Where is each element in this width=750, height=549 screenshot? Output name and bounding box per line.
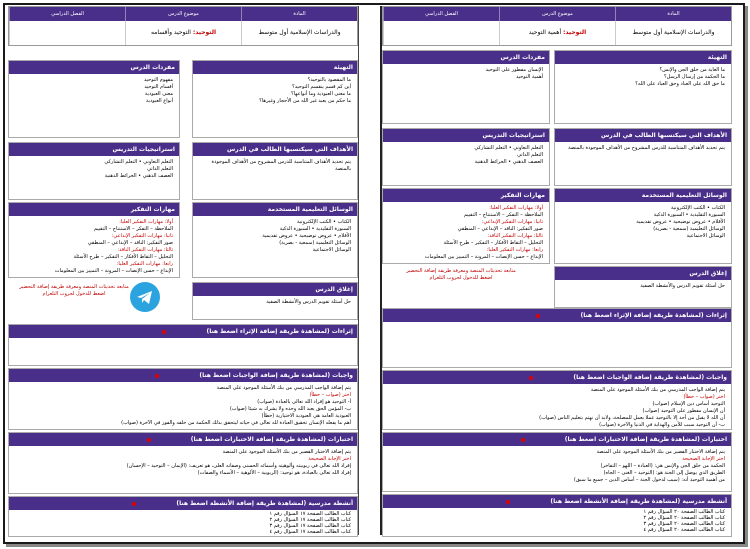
- anshita-title[interactable]: أنشطة مدرسية (لمشاهدة طريقة إضافة الأنشطة اضغط هنا): [176, 500, 353, 507]
- tafkeer-heading-2: ثانيا: مهارات التفكير الإبداعي:: [111, 233, 173, 239]
- wajibat-intro: يتم إضافة الواجب المدرسي من بنك الأسئلة الموجود على المنصة: [590, 387, 725, 393]
- tafkeer-line-4: الإبداع – حسن الإنصات – المرونة – التمييز بين المعلومات: [54, 268, 173, 274]
- header-semester-value: [383, 21, 499, 45]
- section-anshita: [8, 496, 358, 537]
- record-dot-icon: [147, 438, 151, 442]
- wajibat-item: ب- المؤمن الحق يعبد الله وحده ولا يشرك به شيئا (صواب): [229, 406, 351, 412]
- record-dot-icon: [521, 438, 525, 442]
- topic-title: أهمية التوحيد: [528, 29, 562, 36]
- tafkeer-line-3: التحليل – التقاط الأفكار – التفكير – طرح الأسئلة: [443, 240, 543, 246]
- wajibat-question-label: اختر (صواب – خطأ): [683, 394, 725, 400]
- section-title-link[interactable]: [383, 495, 731, 508]
- section-title-link[interactable]: [383, 433, 731, 446]
- section-title: الأهداف التي سيكتسبها الطالب في الدرس: [555, 129, 731, 142]
- section-title: مفردات الدرس: [383, 51, 549, 64]
- wajibat-item: التوحيد أساس دين الإسلام (صواب): [652, 401, 725, 407]
- tafkeer-line-4: الإبداع – حسن الإنصات – المرونة – التمييز بين المعلومات: [424, 254, 543, 260]
- section-title: استراتيجيات التدريس: [9, 143, 179, 156]
- ikhtibarat-item: الطريق الذي يوصل إلى الجنة هو: (التوحيد – الغنى – الجاه): [603, 470, 725, 476]
- section-ikhtibarat: [8, 432, 358, 494]
- record-dot-icon: [162, 330, 166, 334]
- wajibat-item: أن الإنسان مفطور على التوحيد (صواب): [642, 408, 725, 414]
- section-ighlaq: [192, 282, 358, 320]
- tafkeer-line-1: الملاحظة – التفكر – الاستنتاج – التقييم: [93, 226, 173, 232]
- wajibat-title[interactable]: واجبات (لمشاهدة طريقة إضافة الواجبات اضغط هنا): [573, 374, 727, 381]
- section-body: [9, 382, 357, 430]
- wajibat-item: ب- أن التوحيد سبب للأمن والهداية في الدنيا والآخرة (صواب): [599, 422, 725, 428]
- section-body: [9, 446, 357, 480]
- section-body: الكتاب • الكتب الإلكترونية السبورة التقليدية • السبورة الذكية الأقلام • عروض توضيحية • عروض تقديمية الوسائل التعليمية (سمعية - بصرية) الوسائل الاجتماعية: [636, 205, 725, 239]
- wajibat-item: أهم ما يفعله الإنسان تحقيق العبادة لله تعالى في حياته ليتحقق بذلك الحكمة من خلقه والفوز في الآخرة (صواب): [121, 420, 351, 426]
- section-tafkeer: [382, 188, 550, 264]
- tafkeer-line-2: صور التفكير: الناقد – الإبداعي – المنطقي: [457, 226, 543, 232]
- header-semester-value: [9, 21, 125, 45]
- ikhtibarat-title[interactable]: اختبارات (لمشاهدة طريقة إضافة الاختبارات اضغط هنا): [190, 436, 353, 443]
- wajibat-item: أن الله لا يقبل من أحد إلا بالتوحيد عملا يعمل للمصلحة، ولابد أن نهتم بتعليم الناس (صواب): [539, 415, 725, 421]
- record-dot-icon: [132, 502, 136, 506]
- wajibat-item: أ- التوحيد هو إفراد الله تعالى بالعبادة (صواب): [257, 399, 351, 405]
- topic-prefix: التوحيد:: [192, 29, 217, 36]
- section-body: [9, 338, 357, 344]
- header-subject-value: والدراسات الإسلامية أول متوسط: [241, 21, 357, 45]
- tafkeer-line-1: الملاحظة – التفكر – الاستنتاج – التقييم: [463, 212, 543, 218]
- section-title: مفردات الدرس: [9, 61, 179, 74]
- section-body: [383, 322, 731, 328]
- section-ithraat: [8, 324, 358, 366]
- tafkeer-heading-4: رابعا: مهارات التفكير العليا:: [116, 261, 173, 267]
- section-title: إغلاق الدرس: [193, 283, 357, 296]
- section-title: الوسائل التعليمية المستخدمة: [193, 203, 357, 216]
- header-topic-label: موضوع الدرس: [499, 7, 615, 21]
- ikhtibarat-question-label: اختر الإجابة الصحيحة: [308, 456, 351, 462]
- tafkeer-heading-1: أولا: مهارات التفكير العليا:: [119, 219, 173, 225]
- section-title: الوسائل التعليمية المستخدمة: [555, 189, 731, 202]
- tafkeer-heading-3: ثالثا: مهارات التفكير الناقد:: [117, 247, 173, 253]
- section-title-link[interactable]: [9, 325, 357, 338]
- header-subject-label: المادة: [241, 7, 357, 21]
- section-body: يتم تحديد الأهداف المتناسبة للدرس المشروح من الأهداف الموجودة بالمنصة: [568, 145, 725, 151]
- section-title-link[interactable]: [9, 497, 357, 510]
- section-body: كتاب الطالب الصفحة ٢٠ السؤال رقم ١ كتاب الطالب الصفحة ٢٠ السؤال رقم ٢ كتاب الطالب الصفحة ٢٠ السؤال رقم ٣ كتاب الطالب الصفحة ٢٠ السؤال رقم ٤: [643, 509, 725, 533]
- record-dot-icon: [155, 374, 159, 378]
- tafkeer-heading-1: أولا: مهارات التفكير العليا:: [489, 205, 543, 211]
- section-title: التهيئة: [193, 61, 357, 74]
- wajibat-item: العبودية العامة هي العبودية الاختيارية (خطأ): [261, 413, 351, 419]
- section-anshita: [382, 494, 732, 537]
- tafkeer-heading-3: ثالثا: مهارات التفكير الناقد:: [487, 233, 543, 239]
- lesson-header: [382, 6, 732, 46]
- section-body: مفهوم التوحيد أقسام التوحيد معنى العبودية أنواع العبودية: [143, 77, 173, 104]
- ikhtibarat-question-label: اختر الإجابة الصحيحة: [682, 456, 725, 462]
- topic-title: التوحيد وأقسامه: [150, 29, 191, 36]
- section-body: ما المقصود بالتوحيد؟ أين كم قسم ينقسم التوحيد؟ ما معنى العبودية وما أنواعها؟ ما حكم من يعبد غير الله من الأحجار وغيرها؟: [259, 77, 351, 104]
- section-body: ما الغاية من خلق الجن والإنس؟ ما الحكمة من إرسال الرسل؟ ما حق الله على العباد وحق العباد على الله؟: [635, 67, 725, 87]
- section-wasail: [554, 188, 732, 264]
- ikhtibarat-item: إفراد الله تعالى في ربوبيته وألوهيته وأسمائه الحسنى وصفاته العلى، هو تعريف: (الإيمان – التوحيد – الإحسان): [126, 463, 351, 469]
- ikhtibarat-title[interactable]: اختبارات (لمشاهدة طريقة إضافة الاختبارات اضغط هنا): [564, 436, 727, 443]
- section-title: إغلاق الدرس: [555, 267, 731, 280]
- section-title: استراتيجيات التدريس: [383, 129, 549, 142]
- section-title-link[interactable]: [383, 371, 731, 384]
- tafkeer-heading-2: ثانيا: مهارات التفكير الإبداعي:: [481, 219, 543, 225]
- ikhtibarat-intro: يتم إضافة الاختبار القصير من بنك الأسئلة الموجود على المنصة: [222, 449, 351, 455]
- section-title-link[interactable]: [9, 433, 357, 446]
- section-istrat: [8, 142, 180, 200]
- section-body: الإنسان مفطور على التوحيد أهمية التوحيد: [485, 67, 543, 80]
- section-title: التهيئة: [555, 51, 731, 64]
- telegram-promo-text[interactable]: متابعة تحديثات المنصة ومعرفة طريقة إضافة التحضير اضغط للدخول لجروب التلغرام: [19, 284, 129, 297]
- section-ighlaq: [554, 266, 732, 308]
- section-ahdaf: [554, 128, 732, 186]
- ikhtibarat-item: من أهمية التوحيد أنه: (سبب لدخول الجنة – أساس الدين – جميع ما سبق): [573, 477, 725, 483]
- section-wajibat: [382, 370, 732, 430]
- section-body: يتم تحديد الأهداف المتناسبة للدرس المشروح من الأهداف الموجودة بالمنصة: [211, 159, 351, 172]
- anshita-title[interactable]: أنشطة مدرسية (لمشاهدة طريقة إضافة الأنشطة اضغط هنا): [550, 498, 727, 505]
- tafkeer-line-3: التحليل – التقاط الأفكار – التفكير – طرح الأسئلة: [73, 254, 173, 260]
- lesson-header: [8, 6, 358, 46]
- lesson-plan-page-right: [380, 6, 732, 535]
- section-body: [383, 202, 549, 264]
- section-title: مهارات التفكير: [383, 189, 549, 202]
- header-subject-label: المادة: [615, 7, 731, 21]
- record-dot-icon: [506, 500, 510, 504]
- section-title: مهارات التفكير: [9, 203, 179, 216]
- section-mufradat: [8, 60, 180, 138]
- section-body: [383, 384, 731, 432]
- ithraat-title[interactable]: إثراءات (لمشاهدة طريقة إضافة الإثراء اضغط هنا): [206, 328, 353, 335]
- header-semester-label: الفصل الدراسي: [9, 7, 125, 21]
- section-body: [9, 216, 179, 278]
- wajibat-intro: يتم إضافة الواجب المدرسي من بنك الأسئلة الموجود على المنصة: [216, 385, 351, 391]
- header-topic-label: موضوع الدرس: [125, 7, 241, 21]
- section-body: حل أسئلة تقويم الدرس والأنشطة الصفية: [266, 299, 351, 305]
- section-tamheed: [554, 50, 732, 124]
- record-dot-icon: [529, 376, 533, 380]
- tafkeer-line-2: صور التفكير: الناقد – الإبداعي – المنطقي: [87, 240, 173, 246]
- tafkeer-heading-4: رابعا: مهارات التفكير العليا:: [486, 247, 543, 253]
- ikhtibarat-item: إفراد الله تعالى بالعبادة، هو توحيد: (الربوبية – الألوهية – الأسماء والصفات): [197, 470, 351, 476]
- section-wasail: [192, 202, 358, 278]
- section-body: حل أسئلة تقويم الدرس والأنشطة الصفية: [640, 283, 725, 289]
- telegram-icon[interactable]: [130, 282, 160, 312]
- header-semester-label: الفصل الدراسي: [383, 7, 499, 21]
- section-body: الكتاب • الكتب الإلكترونية السبورة التقليدية • السبورة الذكية الأقلام • عروض توضيحية • عروض تقديمية الوسائل التعليمية (سمعية - بصرية) الوسائل الاجتماعية: [262, 219, 351, 253]
- section-mufradat: [382, 50, 550, 124]
- section-body: التعلم التعاوني • التعلم التشاركي التعلم الذاتي العصف الذهني • الخرائط الذهنية: [474, 145, 543, 165]
- ithraat-title[interactable]: إثراءات (لمشاهدة طريقة إضافة الإثراء اضغط هنا): [580, 312, 727, 319]
- section-tamheed: [192, 60, 358, 138]
- section-body: التعلم التعاوني • التعلم التشاركي التعلم الذاتي العصف الذهني • الخرائط الذهنية: [104, 159, 173, 179]
- ikhtibarat-item: الحكمة من خلق الجن والإنس هي: (العبادة – اللهو – التفاخر): [600, 463, 725, 469]
- section-ithraat: [382, 308, 732, 368]
- topic-prefix: التوحيد:: [563, 29, 587, 36]
- wajibat-question-label: اختر (صواب – خطأ): [309, 392, 351, 398]
- section-tafkeer: [8, 202, 180, 278]
- section-ahdaf: [192, 142, 358, 200]
- section-title-link[interactable]: [9, 369, 357, 382]
- telegram-promo-text[interactable]: متابعة تحديثات المنصة ومعرفة طريقة إضافة التحضير اضغط للدخول لجروب التلغرام: [406, 268, 516, 281]
- section-wajibat: [8, 368, 358, 430]
- section-istrat: [382, 128, 550, 186]
- ikhtibarat-intro: يتم إضافة الاختبار القصير من بنك الأسئلة الموجود على المنصة: [596, 449, 725, 455]
- record-dot-icon: [536, 314, 540, 318]
- section-title: الأهداف التي سيكتسبها الطالب في الدرس: [193, 143, 357, 156]
- section-body: [383, 446, 731, 487]
- section-ikhtibarat: [382, 432, 732, 492]
- header-topic-value: [125, 21, 241, 45]
- lesson-plan-page-left: [8, 6, 359, 535]
- section-title-link[interactable]: [383, 309, 731, 322]
- header-subject-value: والدراسات الإسلامية أول متوسط: [615, 21, 731, 45]
- wajibat-title[interactable]: واجبات (لمشاهدة طريقة إضافة الواجبات اضغط هنا): [199, 372, 353, 379]
- header-topic-value: [499, 21, 615, 45]
- section-body: كتاب الطالب الصفحة ١٧ السؤال رقم ١ كتاب الطالب الصفحة ١٧ السؤال رقم ٢ كتاب الطالب الصفحة ١٧ السؤال رقم ٣ كتاب الطالب الصفحة ١٧ السؤال رقم ٤: [269, 511, 351, 535]
